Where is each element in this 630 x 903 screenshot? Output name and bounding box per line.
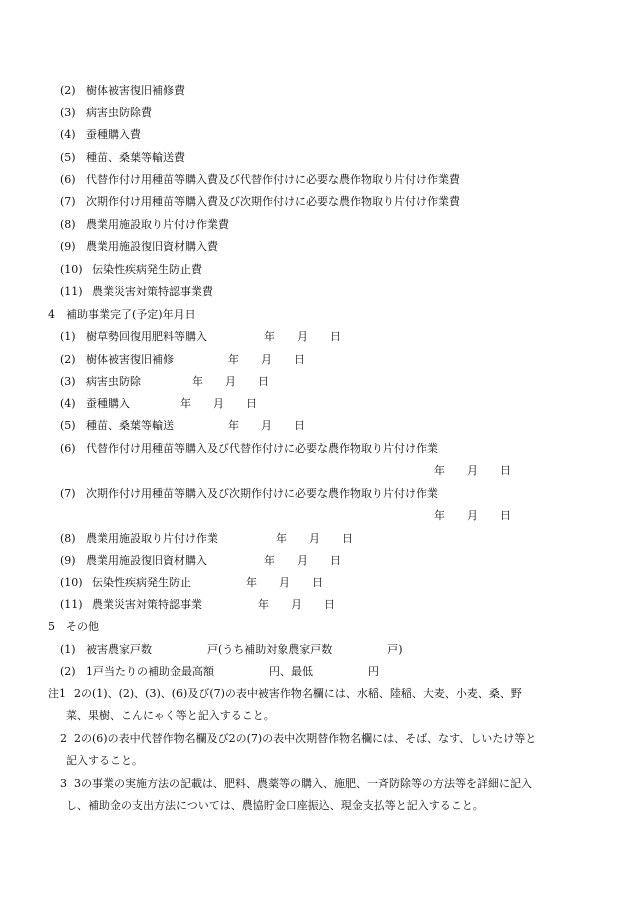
item-text: 病害虫防除 (86, 375, 141, 388)
section-4-heading: 4 補助事業完了(予定)年月日 (48, 308, 196, 321)
item-number: (6) (60, 442, 76, 455)
item-number: (5) (60, 151, 76, 164)
s4-item-6-date: 年 月 日 (434, 464, 511, 477)
item-text: 伝染性疾病発生防止 (92, 576, 191, 589)
item-text: 農業用施設復旧資材購入費 (86, 240, 218, 253)
note-text: 3の事業の実施方法の記載は、肥料、農薬等の購入、施肥、一斉防除等の方法等を詳細に記入 (74, 777, 532, 790)
item-text: 農業災害対策特認事業 (92, 598, 202, 611)
item-text: 種苗、桑葉等輸送 (86, 419, 174, 432)
item-number: (5) (60, 419, 76, 432)
item-text: 1戸当たりの補助金最高額 円、最低 円 (86, 665, 379, 678)
completion-date: 年 月 日 (228, 353, 305, 366)
item-number: (9) (60, 554, 76, 567)
item-number: (3) (60, 106, 76, 119)
note-2-cont: 記入すること。 (66, 754, 143, 767)
item-text: 次期作付け用種苗等購入費及び次期作付けに必要な農作物取り片付け作業費 (86, 195, 460, 208)
item-text: 樹体被害復旧補修 (86, 353, 174, 366)
note-1-cont: 菜、果樹、こんにゃく等と記入すること。 (66, 709, 275, 722)
item-text: 農業災害対策特認事業費 (92, 285, 213, 298)
item-number: (8) (60, 532, 76, 545)
item-text: 蚕種購入費 (86, 128, 141, 141)
completion-date: 年 月 日 (258, 598, 335, 611)
item-number: (2) (60, 353, 76, 366)
item-number: (10) (60, 263, 83, 276)
item-text: 代替作付け用種苗等購入及び代替作付けに必要な農作物取り片付け作業 (86, 442, 438, 455)
item-text: 代替作付け用種苗等購入費及び代替作付けに必要な農作物取り片付け作業費 (86, 173, 460, 186)
completion-date: 年 月 日 (264, 330, 341, 343)
note-text: 2の(6)の表中代替作物名欄及び2の(7)の表中次期替作物名欄には、そば、なす、しいたけ等と (74, 732, 537, 745)
section-5-heading: 5 その他 (48, 620, 99, 633)
completion-date: 年 月 日 (228, 419, 305, 432)
item-number: (4) (60, 128, 76, 141)
completion-date: 年 月 日 (192, 375, 269, 388)
item-number: (11) (60, 598, 83, 611)
item-number: (1) (60, 643, 76, 656)
item-text: 樹体被害復旧補修費 (86, 84, 185, 97)
completion-date: 年 月 日 (276, 532, 353, 545)
item-number: (4) (60, 397, 76, 410)
item-text: 種苗、桑葉等輸送費 (86, 151, 185, 164)
item-text: 病害虫防除費 (86, 106, 152, 119)
item-text: 蚕種購入 (86, 397, 130, 410)
item-number: (10) (60, 576, 83, 589)
note-label: 注1 (48, 687, 66, 700)
item-text: 樹草勢回復用肥料等購入 (86, 330, 207, 343)
item-number: (7) (60, 195, 76, 208)
item-number: (3) (60, 375, 76, 388)
item-number: (2) (60, 665, 76, 678)
item-number: (6) (60, 173, 76, 186)
item-number: (1) (60, 330, 76, 343)
item-text: 農業用施設復旧資材購入 (86, 554, 207, 567)
completion-date: 年 月 日 (246, 576, 323, 589)
note-label: 3 (60, 777, 67, 790)
item-text: 次期作付け用種苗等購入及び次期作付けに必要な農作物取り片付け作業 (86, 487, 438, 500)
item-text: 農業用施設取り片付け作業費 (86, 218, 229, 231)
item-number: (2) (60, 84, 76, 97)
note-label: 2 (60, 732, 67, 745)
item-text: 伝染性疾病発生防止費 (92, 263, 202, 276)
note-3-cont: し、補助金の支出方法については、農協貯金口座振込、現金支払等と記入すること。 (66, 799, 484, 812)
item-number: (11) (60, 285, 83, 298)
item-text: 被害農家戸数 戸(うち補助対象農家戸数 戸) (86, 643, 403, 656)
completion-date: 年 月 日 (264, 554, 341, 567)
item-number: (8) (60, 218, 76, 231)
note-text: 2の(1)、(2)、(3)、(6)及び(7)の表中被害作物名欄には、水稲、陸稲、大麦、小麦、桑、野 (74, 687, 522, 700)
item-number: (9) (60, 240, 76, 253)
item-text: 農業用施設取り片付け作業 (86, 532, 218, 545)
item-number: (7) (60, 487, 76, 500)
s4-item-7-date: 年 月 日 (434, 509, 511, 522)
completion-date: 年 月 日 (180, 397, 257, 410)
